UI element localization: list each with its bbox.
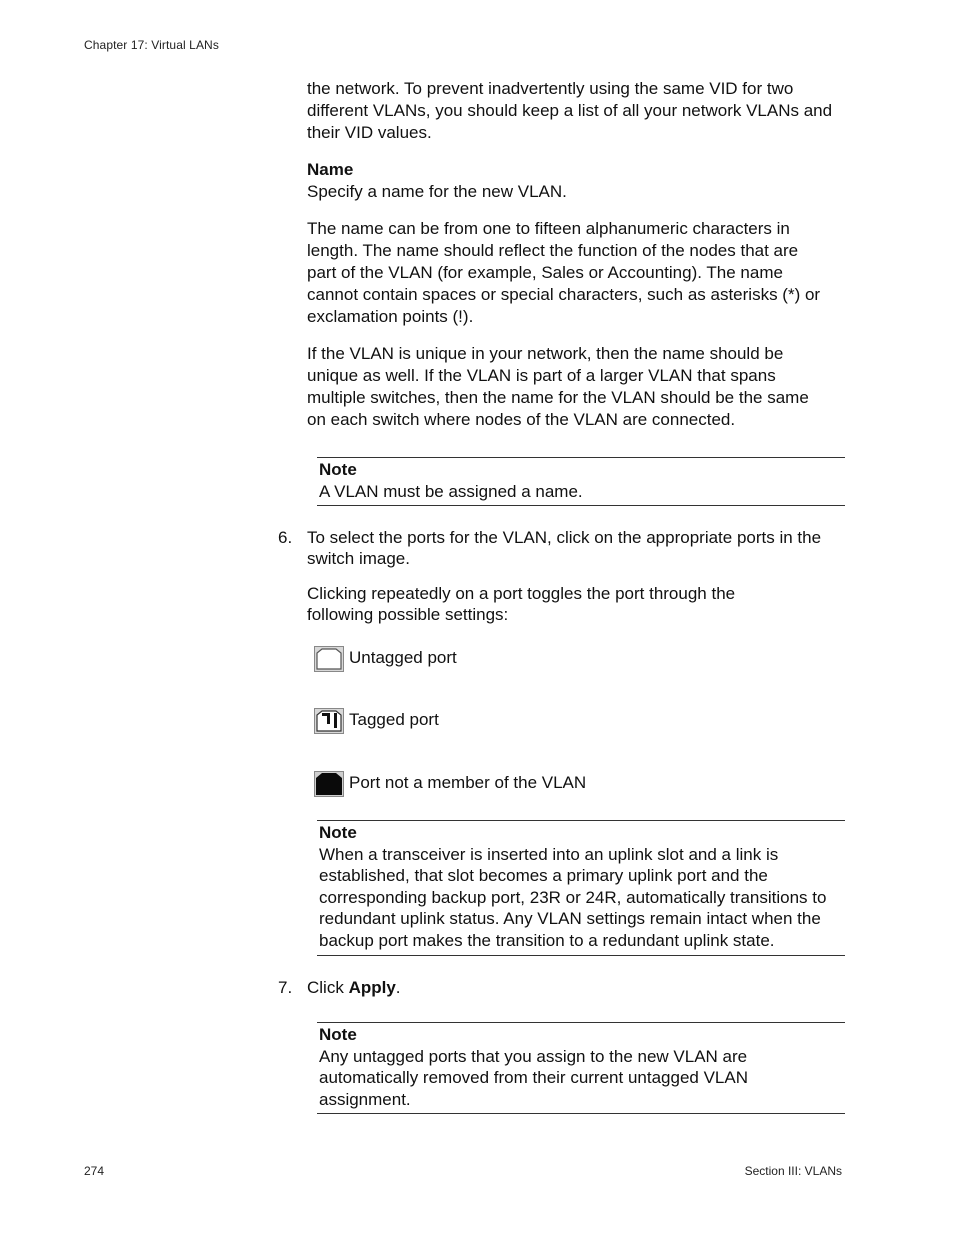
paragraph-line: unique as well. If the VLAN is part of a larger VLAN that spans [307, 366, 776, 385]
step-line: following possible settings: [307, 605, 509, 624]
paragraph-line: If the VLAN is unique in your network, then the name should be [307, 344, 784, 363]
paragraph-line: multiple switches, then the name for the VLAN should be the same [307, 388, 809, 407]
step-prefix: Click [307, 978, 349, 997]
step-text [307, 977, 847, 998]
page-number: 274 [84, 1164, 105, 1178]
note-title: Note [319, 460, 357, 479]
note-box [317, 820, 845, 956]
step-line: Clicking repeatedly on a port toggles the port through the [307, 584, 736, 603]
intro-line: the network. To prevent inadvertently using the same VID for two [307, 79, 794, 98]
note-title: Note [319, 1025, 357, 1044]
step-text [307, 527, 847, 569]
note-line: assignment. [319, 1089, 411, 1109]
legend-label: Untagged port [349, 648, 457, 667]
legend-untagged [314, 645, 457, 671]
step-number: 7. [278, 978, 293, 997]
paragraph-line: cannot contain spaces or special characters, such as asterisks (*) or [307, 285, 821, 304]
tagged-port-icon [314, 708, 342, 732]
legend-label: Port not a member of the VLAN [349, 773, 587, 792]
note-body: A VLAN must be assigned a name. [319, 481, 583, 501]
note-line: redundant uplink status. Any VLAN settings remain intact when the [319, 909, 821, 929]
paragraph-line: length. The name should reflect the function of the nodes that are [307, 241, 799, 260]
note-line: established, that slot becomes a primary uplink port and the [319, 866, 768, 886]
step-line: switch image. [307, 549, 410, 568]
name-heading: Name [307, 160, 354, 179]
note-box [317, 1022, 845, 1114]
name-rules-paragraph [307, 218, 843, 328]
note-box [317, 457, 845, 506]
paragraph-line: exclamation points (!). [307, 307, 474, 326]
note-line: backup port makes the transition to a redundant uplink state. [319, 930, 775, 950]
paragraph-line: The name can be from one to fifteen alphanumeric characters in [307, 219, 790, 238]
note-title: Note [319, 823, 357, 842]
legend-tagged [314, 707, 439, 733]
step-number: 6. [278, 528, 293, 547]
apply-button-label: Apply [348, 978, 396, 997]
paragraph-line: on each switch where nodes of the VLAN are connected. [307, 410, 736, 429]
step-suffix: . [395, 978, 401, 997]
step-text [307, 583, 847, 625]
running-header: Chapter 17: Virtual LANs [84, 38, 219, 52]
step-line: To select the ports for the VLAN, click on the appropriate ports in the [307, 528, 822, 547]
legend-not-member [314, 770, 586, 796]
legend-label: Tagged port [349, 710, 439, 729]
intro-line: different VLANs, you should keep a list of all your network VLANs and [307, 101, 833, 120]
running-footer-section: Section III: VLANs [744, 1164, 842, 1178]
name-uniqueness-paragraph [307, 343, 843, 431]
name-description: Specify a name for the new VLAN. [307, 182, 567, 201]
note-line: automatically removed from their current untagged VLAN [319, 1068, 748, 1088]
paragraph-line: part of the VLAN (for example, Sales or Accounting). The name [307, 263, 783, 282]
untagged-port-icon [314, 646, 342, 670]
note-line: Any untagged ports that you assign to the new VLAN are [319, 1046, 748, 1066]
intro-line: their VID values. [307, 123, 432, 142]
note-line: corresponding backup port, 23R or 24R, automatically transitions to [319, 887, 827, 907]
non-member-port-icon [314, 771, 342, 795]
name-section [307, 159, 843, 203]
note-line: When a transceiver is inserted into an uplink slot and a link is [319, 844, 779, 864]
intro-paragraph [307, 78, 843, 144]
